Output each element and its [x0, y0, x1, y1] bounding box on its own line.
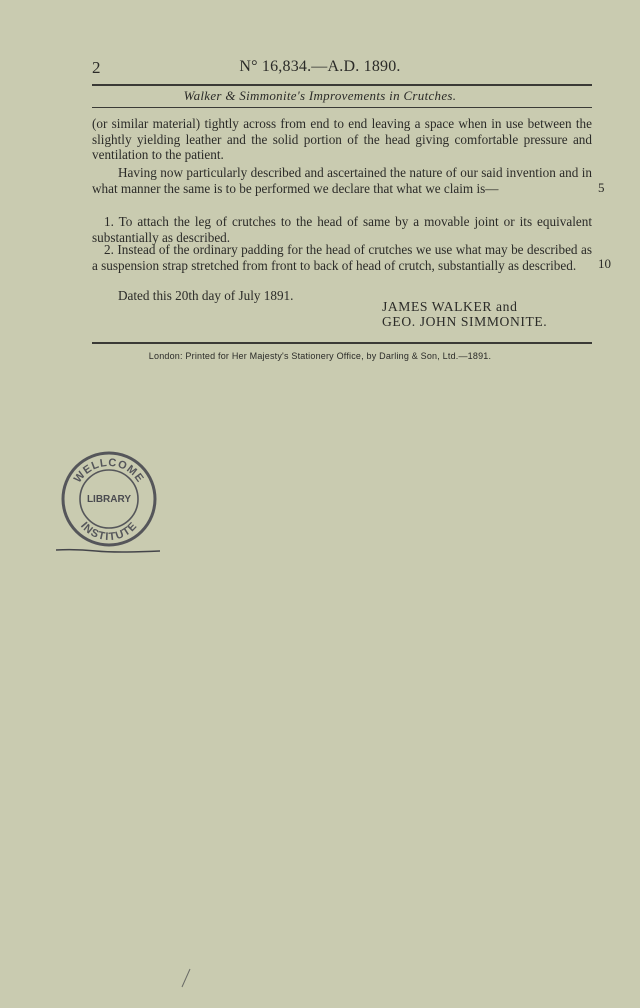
paragraph-continuation: (or similar material) tightly across from end to end leaving a space when in use between the slightly yielding leather and the solid portion of the head giving comfortable pressure and ventilation to the patient. — [92, 116, 592, 162]
header-rule-thin — [92, 107, 592, 108]
stamp-bottom-text: INSTITUTE — [78, 519, 140, 544]
paragraph-claim-intro: Having now particularly described and ascertained the nature of our said invention and in what manner the same is to be performed we declare that what we claim is— — [92, 165, 592, 196]
imprint-line: London: Printed for Her Majesty's Stationery Office, by Darling & Son, Ltd.—1891. — [148, 351, 492, 361]
library-stamp — [60, 450, 158, 548]
stamp-center-text: LIBRARY — [86, 494, 132, 505]
dated-line: Dated this 20th day of July 1891. — [118, 288, 294, 303]
margin-line-number-5: 5 — [598, 180, 605, 195]
running-title: Walker & Simmonite's Improvements in Crutches. — [183, 88, 457, 103]
signatory-line-2: GEO. JOHN SIMMONITE. — [382, 314, 548, 329]
page-number: 2 — [92, 58, 101, 77]
header-rule-thick — [92, 84, 592, 86]
margin-line-number-10: 10 — [598, 256, 611, 271]
stamp-underline-mark — [56, 548, 160, 554]
claim-1: 1. To attach the leg of crutches to the head of same by a movable joint or its equivalent substantially as described. — [92, 214, 592, 245]
imprint-rule — [92, 342, 592, 344]
stamp-top-text: WELLCOME — [71, 456, 147, 486]
patent-number: N° 16,834.—A.D. 1890. — [239, 58, 401, 75]
claim-2: 2. Instead of the ordinary padding for the head of crutches we use what may be described as a suspension strap stretched from front to back of head of crutch, substantially as described. — [92, 242, 592, 273]
pencil-mark — [180, 968, 192, 988]
signatory-line-1: JAMES WALKER and — [382, 299, 518, 314]
